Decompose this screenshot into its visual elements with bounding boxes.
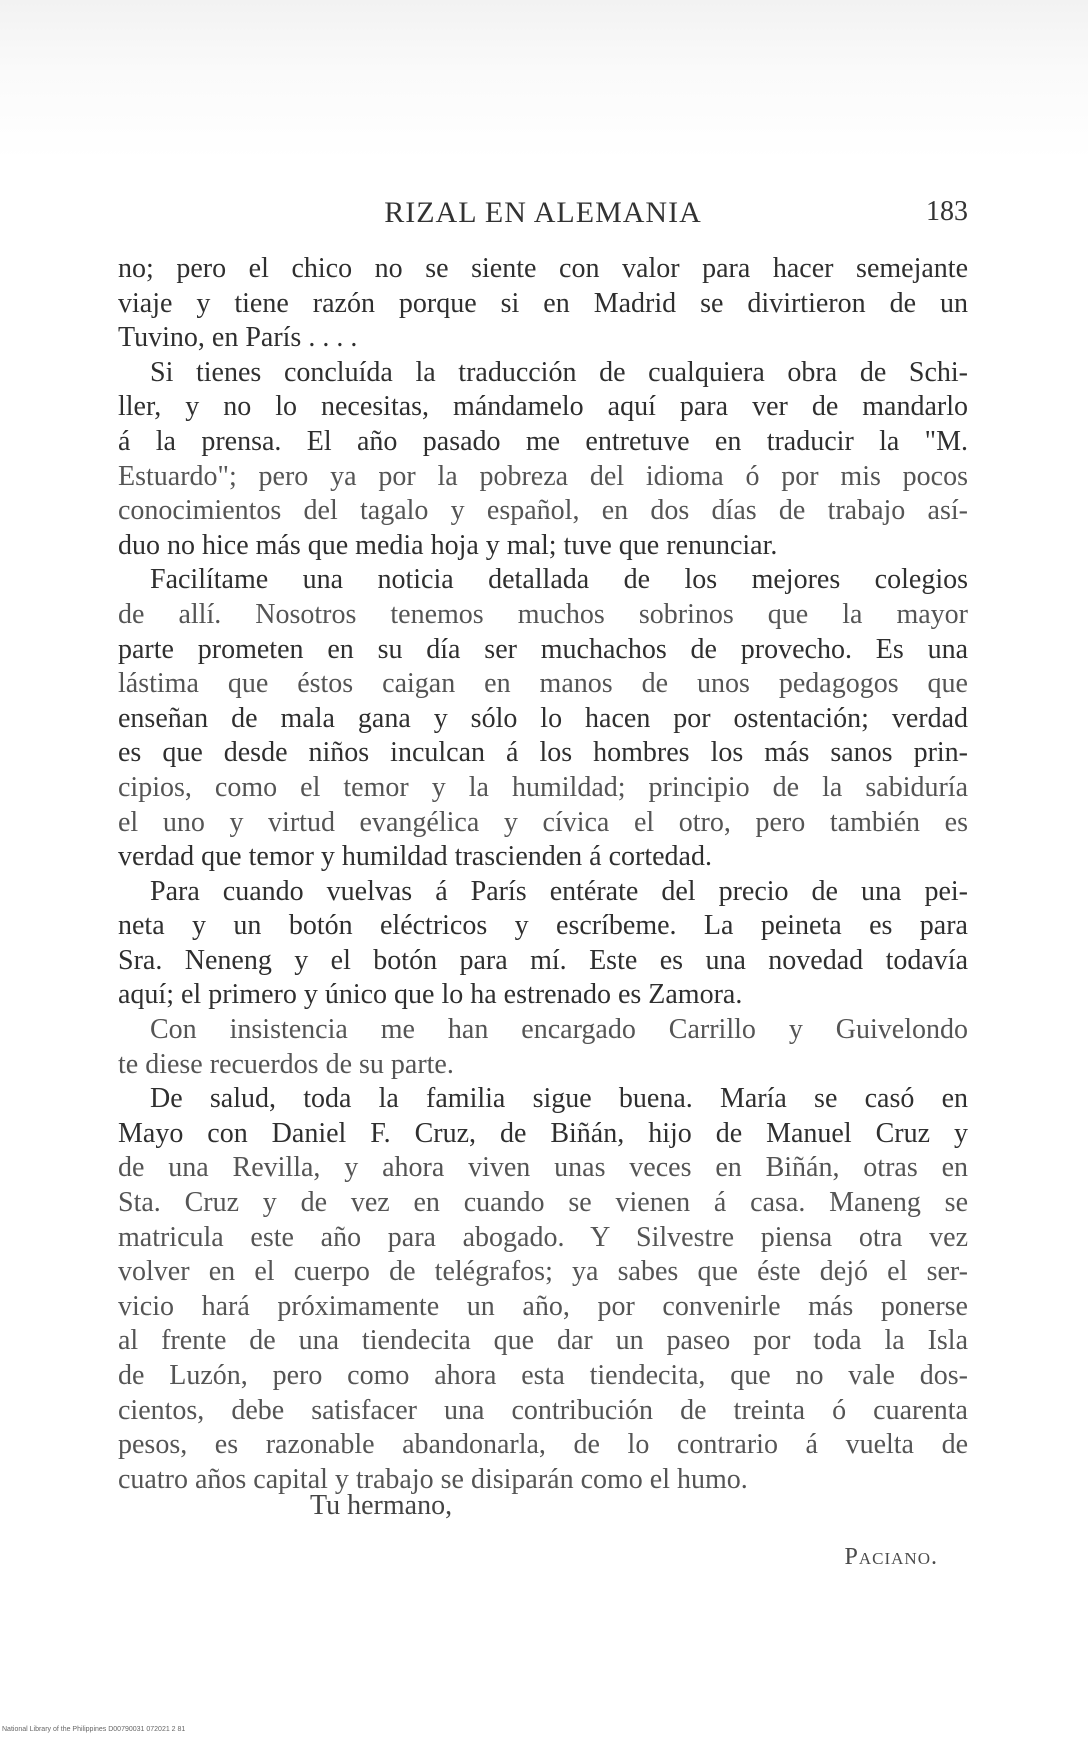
body-line-4: Si tienes concluída la traducción de cualquiera obra de Schi- [150,356,968,388]
body-line-32: al frente de una tiendecita que dar un paseo por toda la Isla [118,1325,968,1357]
body-line-31: vicio hará próximamente un año, por convenirle más ponerse [118,1290,968,1322]
body-line-5: ller, y no lo necesitas, mándamelo aquí para ver de mandarlo [118,391,968,423]
body-line-36: cuatro años capital y trabajo se disiparán como el humo. [118,1463,748,1495]
body-line-22: aquí; el primero y único que lo ha estrenado es Zamora. [118,979,743,1011]
body-line-10: Facilítame una noticia detallada de los mejores colegios [150,564,968,596]
body-line-1: no; pero el chico no se siente con valor para hacer semejante [118,253,968,284]
body-line-6: á la prensa. El año pasado me entretuve en traducir la "M. [118,425,968,457]
body-line-25: De salud, toda la familia sigue buena. María se casó en [150,1083,968,1115]
body-line-35: pesos, es razonable abandonarla, de lo contrario á vuelta de [118,1429,968,1461]
body-line-27: de una Revilla, y ahora viven unas veces en Biñán, otras en [118,1152,968,1184]
body-line-20: neta y un botón eléctricos y escríbeme. La peineta es para [118,910,968,942]
body-line-9: duo no hice más que media hoja y mal; tuve que renunciar. [118,529,778,561]
body-line-17: el uno y virtud evangélica y cívica el otro, pero también es [118,806,968,838]
body-line-2: viaje y tiene razón porque si en Madrid se divirtieron de un [118,287,968,319]
body-line-30: volver en el cuerpo de telégrafos; ya sabes que éste dejó el ser- [118,1256,968,1288]
body-line-3: Tuvino, en París . . . . [118,322,358,354]
body-line-28: Sta. Cruz y de vez en cuando se vienen á casa. Maneng se [118,1187,968,1219]
body-line-19: Para cuando vuelvas á París entérate del precio de una pei- [150,875,968,907]
running-head [118,196,968,236]
body-line-16: cipios, como el temor y la humildad; principio de la sabiduría [118,771,968,803]
letter-signature: Paciano. [844,1544,938,1570]
scan-footer: National Library of the Philippines D00790031 072021 2 81 [2,1726,186,1733]
body-line-23: Con insistencia me han encargado Carrillo y Guivelondo [150,1014,968,1046]
body-line-8: conocimientos del tagalo y español, en dos días de trabajo así- [118,495,968,527]
body-line-18: verdad que temor y humildad trascienden á cortedad. [118,841,712,873]
body-line-13: lástima que éstos caigan en manos de unos pedagogos que [118,668,968,700]
body-line-15: es que desde niños inculcan á los hombres los más sanos prin- [118,737,968,769]
page-number: 183 [926,196,968,227]
body-line-33: de Luzón, pero como ahora esta tiendecita, que no vale dos- [118,1360,968,1391]
letter-body [118,252,968,1497]
body-line-11: de allí. Nosotros tenemos muchos sobrinos que la mayor [118,598,968,630]
body-line-14: enseñan de mala gana y sólo lo hacen por ostentación; verdad [118,702,968,734]
body-line-21: Sra. Neneng y el botón para mí. Este es una novedad todavía [118,944,968,976]
body-line-29: matricula este año para abogado. Y Silvestre piensa otra vez [118,1221,968,1253]
running-title: RIZAL EN ALEMANIA [384,196,702,229]
body-line-7: Estuardo"; pero ya por la pobreza del idioma ó por mis pocos [118,460,968,492]
body-line-24: te diese recuerdos de su parte. [118,1048,454,1080]
body-line-12: parte prometen en su día ser muchachos de provecho. Es una [118,633,968,665]
letter-closing: Tu hermano, [310,1490,453,1521]
body-line-26: Mayo con Daniel F. Cruz, de Biñán, hijo de Manuel Cruz y [118,1117,968,1149]
body-line-34: cientos, debe satisfacer una contribución de treinta ó cuarenta [118,1394,968,1426]
